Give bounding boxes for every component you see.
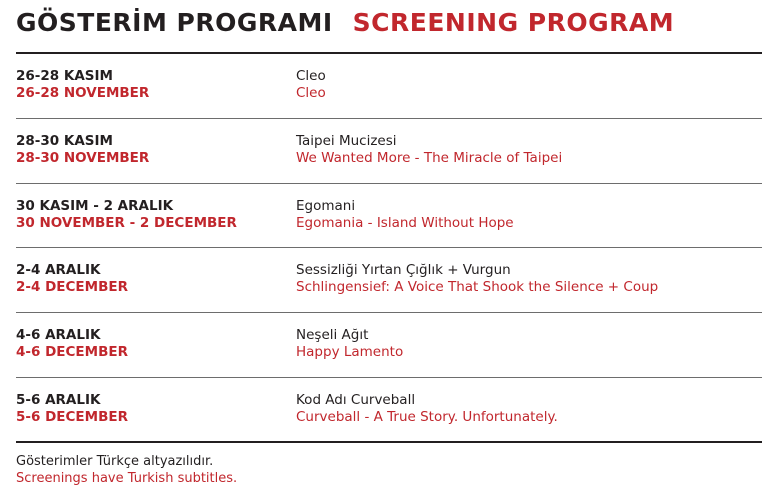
schedule-row — [16, 198, 762, 238]
film-cell — [296, 198, 762, 232]
date-english: 2-4 DECEMBER — [16, 279, 128, 295]
film-title-turkish: Cleo — [296, 68, 326, 84]
subtitle-note-english: Screenings have Turkish subtitles. — [16, 471, 238, 486]
row-divider — [16, 183, 762, 184]
date-turkish: 26-28 KASIM — [16, 68, 113, 84]
date-cell — [16, 327, 286, 361]
row-divider — [16, 247, 762, 248]
date-english: 30 NOVEMBER - 2 DECEMBER — [16, 215, 237, 231]
film-title-english: We Wanted More - The Miracle of Taipei — [296, 150, 563, 166]
film-title-english: Egomania - Island Without Hope — [296, 215, 514, 231]
header-rule — [16, 52, 762, 54]
date-english: 28-30 NOVEMBER — [16, 150, 150, 166]
film-title-turkish: Taipei Mucizesi — [296, 133, 397, 149]
date-cell — [16, 133, 286, 167]
date-english: 26-28 NOVEMBER — [16, 85, 150, 101]
date-turkish: 5-6 ARALIK — [16, 392, 101, 408]
film-cell — [296, 133, 762, 167]
film-title-turkish: Egomani — [296, 198, 356, 214]
date-cell — [16, 392, 286, 426]
schedule-row — [16, 327, 762, 367]
film-title-english: Curveball - A True Story. Unfortunately. — [296, 409, 558, 425]
schedule-row — [16, 68, 762, 108]
footer-rule — [16, 441, 762, 443]
film-title-english: Happy Lamento — [296, 344, 404, 360]
date-turkish: 28-30 KASIM — [16, 133, 113, 149]
row-divider — [16, 118, 762, 119]
title-english: SCREENING PROGRAM — [352, 8, 675, 37]
date-cell — [16, 262, 286, 296]
film-cell — [296, 68, 762, 102]
date-cell — [16, 198, 286, 232]
film-cell — [296, 327, 762, 361]
schedule-row — [16, 262, 762, 302]
date-turkish: 30 KASIM - 2 ARALIK — [16, 198, 174, 214]
film-title-english: Cleo — [296, 85, 326, 101]
film-title-turkish: Sessizliği Yırtan Çığlık + Vurgun — [296, 262, 511, 278]
date-turkish: 2-4 ARALIK — [16, 262, 101, 278]
date-cell — [16, 68, 286, 102]
subtitle-note — [16, 453, 237, 487]
date-english: 5-6 DECEMBER — [16, 409, 128, 425]
film-title-turkish: Kod Adı Curveball — [296, 392, 416, 408]
row-divider — [16, 377, 762, 378]
film-cell — [296, 262, 762, 296]
film-cell — [296, 392, 762, 426]
title-turkish: GÖSTERİM PROGRAMI — [16, 8, 333, 37]
schedule-row — [16, 133, 762, 173]
page-header — [16, 8, 674, 44]
film-title-turkish: Neşeli Ağıt — [296, 327, 369, 343]
date-english: 4-6 DECEMBER — [16, 344, 128, 360]
row-divider — [16, 312, 762, 313]
date-turkish: 4-6 ARALIK — [16, 327, 101, 343]
subtitle-note-turkish: Gösterimler Türkçe altyazılıdır. — [16, 454, 214, 469]
film-title-english: Schlingensief: A Voice That Shook the Silence + Coup — [296, 279, 659, 295]
schedule-row — [16, 392, 762, 432]
